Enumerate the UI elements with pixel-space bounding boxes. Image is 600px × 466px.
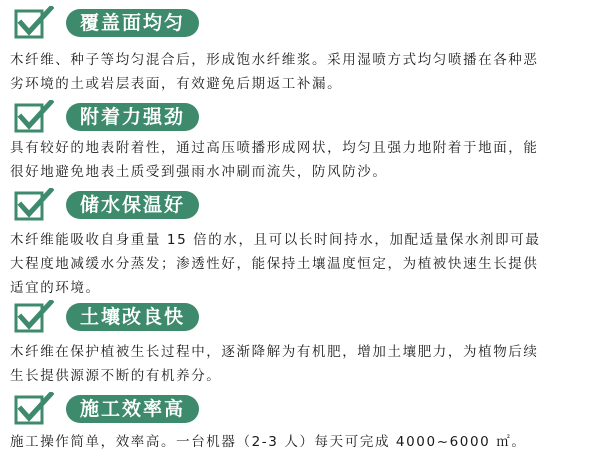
checkbox-check-icon: [14, 100, 54, 134]
paragraph-line: 施工操作简单，效率高。一台机器（2-3 人）每天可完成 4000~6000 ㎡。: [10, 434, 527, 450]
checkbox-check-icon: [14, 392, 54, 426]
paragraph-line: 木纤维能吸收自身重量 15 倍的水，且可以长时间持水，加配适量保水剂即可最: [10, 232, 541, 248]
paragraph-line: 很好地避免地表土质受到强雨水冲刷而流失，防风防沙。: [10, 164, 388, 180]
checkbox-check-icon: [14, 188, 54, 222]
paragraph-line: 大程度地减缓水分蒸发；渗透性好，能保持土壤温度恒定，为植被快速生长提供: [10, 256, 539, 272]
paragraph-line: 适宜的环境。: [10, 280, 101, 296]
paragraph-line: 劣环境的土或岩层表面，有效避免后期返工补漏。: [10, 76, 343, 92]
paragraph-line: 木纤维、种子等均匀混合后，形成饱水纤维浆。采用湿喷方式均匀喷播在各种恶: [10, 52, 539, 68]
section-title: 土壤改良快: [66, 303, 199, 331]
section-title: 储水保温好: [66, 191, 199, 219]
paragraph-line: 具有较好的地表附着性，通过高压喷播形成网状，均匀且强力地附着于地面，能: [10, 140, 539, 156]
section-title: 覆盖面均匀: [66, 9, 199, 37]
section-title: 附着力强劲: [66, 103, 199, 131]
paragraph-line: 木纤维在保护植被生长过程中，逐渐降解为有机肥，增加土壤肥力，为植物后续: [10, 344, 539, 360]
section-title: 施工效率高: [66, 395, 199, 423]
paragraph-line: 生长提供源源不断的有机养分。: [10, 368, 222, 384]
checkbox-check-icon: [14, 300, 54, 334]
checkbox-check-icon: [14, 6, 54, 40]
